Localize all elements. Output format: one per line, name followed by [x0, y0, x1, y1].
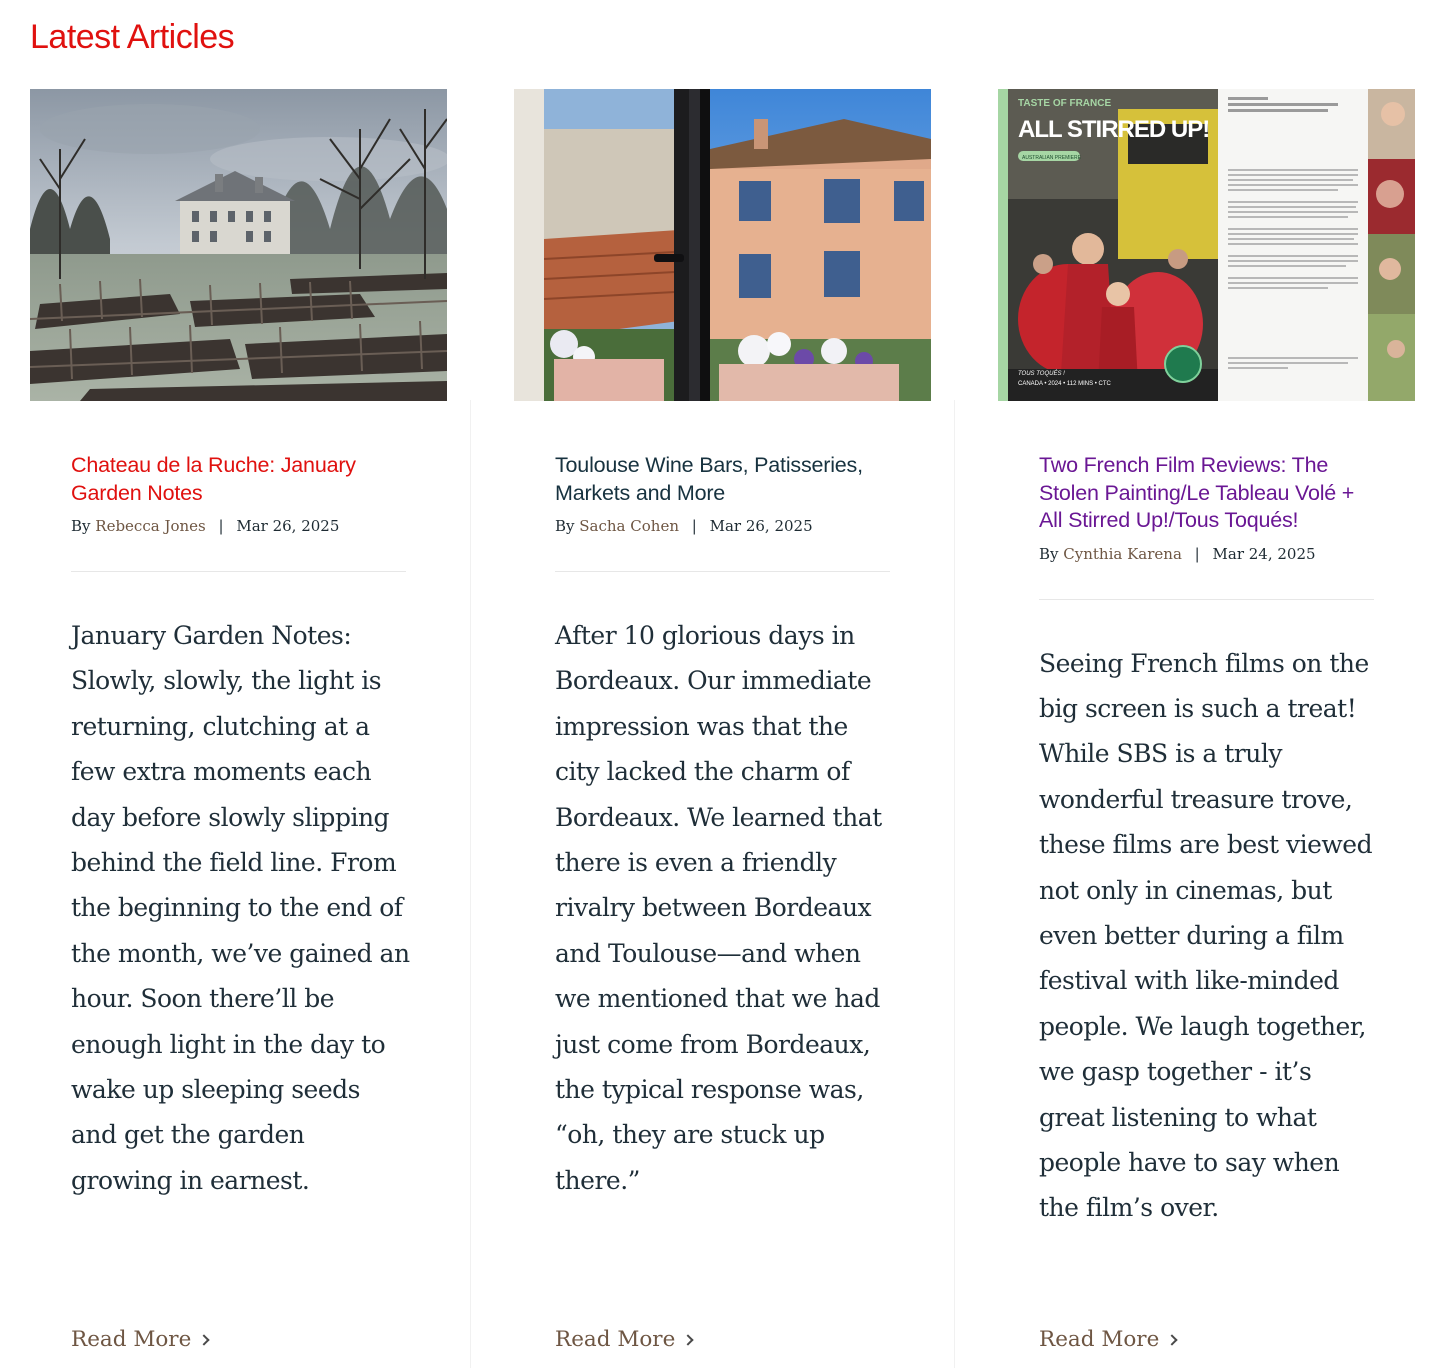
meta-divider	[555, 571, 890, 572]
read-more-link[interactable]	[1039, 1327, 1176, 1352]
meta-separator: |	[218, 517, 224, 535]
meta-separator: |	[1194, 544, 1200, 563]
article-thumbnail-toulouse[interactable]	[514, 89, 931, 401]
article-card	[998, 89, 1415, 1368]
article-title-link[interactable]: Toulouse Wine Bars, Patisseries, Markets and More	[555, 453, 863, 505]
article-date: Mar 26, 2025	[236, 517, 340, 535]
article-meta	[555, 517, 890, 535]
author-link[interactable]: Sacha Cohen	[579, 517, 679, 535]
author-link[interactable]: Rebecca Jones	[95, 517, 206, 535]
poster-info: CANADA • 2024 • 112 MINS • CTC	[1018, 381, 1111, 387]
article-date: Mar 24, 2025	[1212, 544, 1316, 563]
author-link[interactable]: Cynthia Karena	[1063, 544, 1182, 563]
article-meta	[71, 517, 406, 535]
read-more-link[interactable]	[71, 1327, 208, 1352]
article-date: Mar 26, 2025	[709, 517, 813, 535]
garden-photo	[30, 89, 447, 401]
article-card	[514, 89, 931, 1368]
chevron-right-icon	[199, 1334, 210, 1345]
column-divider	[470, 400, 471, 1368]
poster-headline: ALL STIRRED UP!	[1018, 116, 1210, 143]
article-excerpt: January Garden Notes: Slowly, slowly, the light is returning, clutching at a few extra moments each day before slowly slipping behind the field line. From the beginning to the end of the month, we’ve gained an hour. Soon there’ll be enough light in the day to wake up sleeping seeds and get the garden growing in earnest.	[71, 621, 410, 1195]
article-title-link[interactable]: Two French Film Reviews: The Stolen Painting/Le Tableau Volé + All Stirred Up!/Tous Toqués!	[1039, 453, 1355, 532]
meta-divider	[71, 571, 406, 572]
article-thumbnail-film[interactable]	[998, 89, 1415, 401]
article-excerpt: Seeing French films on the big screen is such a treat! While SBS is a truly wonderful treasure trove, these films are best viewed not only in cinemas, but even better during a film festival with like-minded people. We laugh together, we gasp together - it’s great listening to what people have to say when the film’s over.	[1039, 648, 1373, 1223]
meta-divider	[1039, 599, 1374, 600]
article-meta	[1039, 545, 1374, 563]
chevron-right-icon	[1167, 1334, 1178, 1345]
poster-film-title: TOUS TOQUÉS !	[1018, 371, 1065, 377]
article-excerpt: After 10 glorious days in Bordeaux. Our immediate impression was that the city lacked the charm of Bordeaux. We learned that there is even a friendly rivalry between Bordeaux and Toulouse—and when we mentioned that we had just come from Bordeaux, the typical response was, “oh, they are stuck up there.”	[555, 621, 882, 1195]
article-title-link[interactable]: Chateau de la Ruche: January Garden Notes	[71, 453, 356, 505]
read-more-label: Read More	[1039, 1327, 1160, 1352]
read-more-label: Read More	[555, 1327, 676, 1352]
byline-prefix: By	[71, 517, 91, 535]
poster-kicker: TASTE OF FRANCE	[1018, 98, 1112, 109]
byline-prefix: By	[1039, 544, 1059, 563]
poster-badge: AUSTRALIAN PREMIERE	[1022, 155, 1081, 161]
column-divider	[954, 400, 955, 1368]
film-poster-image	[998, 89, 1415, 401]
read-more-label: Read More	[71, 1327, 192, 1352]
chevron-right-icon	[683, 1334, 694, 1345]
read-more-link[interactable]	[555, 1327, 692, 1352]
meta-separator: |	[691, 517, 697, 535]
section-title: Latest Articles	[30, 18, 235, 56]
article-thumbnail-garden[interactable]	[30, 89, 447, 401]
toulouse-window-photo	[514, 89, 931, 401]
article-card	[30, 89, 447, 1368]
byline-prefix: By	[555, 517, 575, 535]
